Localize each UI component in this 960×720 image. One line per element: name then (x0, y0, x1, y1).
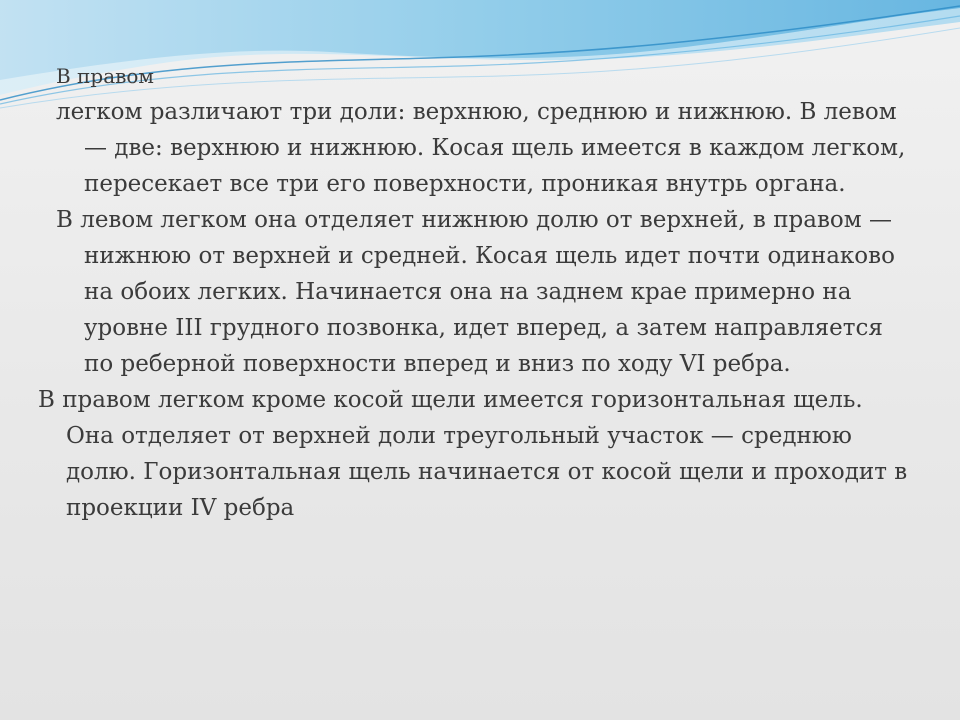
paragraph-horizontal-fissure: В правом легком кроме косой щели имеется горизонтальная щель. Она отделяет от верхней доли треугольный участок — среднюю долю. Горизонтальная щель начинается от косой щели и проходит в проекции IV ребра (38, 387, 908, 521)
paragraph-oblique-fissure: В левом легком она отделяет нижнюю долю от верхней, в правом — нижнюю от верхней и средней. Косая щель идет почти одинаково на обоих легких. Начинается она на заднем крае примерно на уровне III грудного позвонка, идет вперед, а затем направляется по реберной поверхности вперед и вниз по ходу VI ребра. (56, 207, 895, 377)
paragraph-lobes: легком различают три доли: верхнюю, среднюю и нижнюю. В левом — две: верхнюю и нижнюю. Косая щель имеется в каждом легком, пересекает все три его поверхности, проникая внутрь органа. (56, 99, 906, 197)
slide-text-content (38, 58, 916, 526)
text-line-intro: В правом (56, 64, 154, 88)
